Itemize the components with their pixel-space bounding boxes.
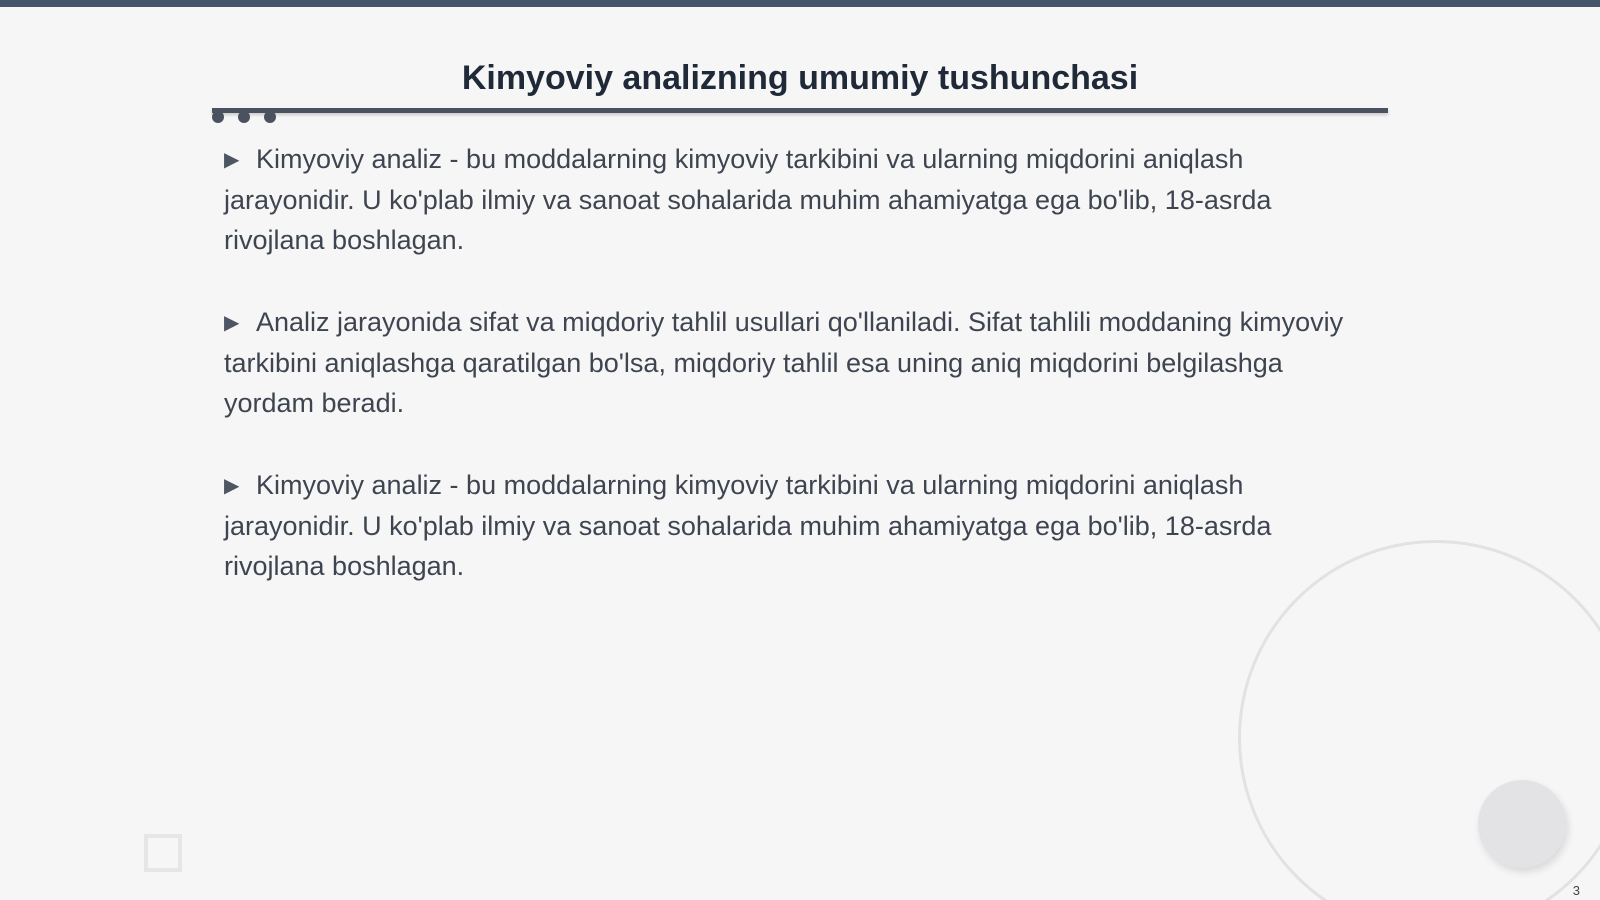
- bullet-item-3: [224, 465, 1374, 586]
- triangle-bullet-icon: ▶: [224, 475, 240, 497]
- bullet-list: [224, 139, 1374, 628]
- bullet-item-1: [224, 139, 1374, 260]
- page-number: 3: [1572, 883, 1580, 898]
- decorative-square: [144, 834, 182, 872]
- slide-title: Kimyoviy analizning umumiy tushunchasi: [461, 59, 1139, 97]
- underline-dot-1: [212, 111, 224, 123]
- bullet-text-1: Kimyoviy analiz - bu moddalarning kimyoviy tarkibini va ularning miqdorini aniqlash jarayonidir. U ko'plab ilmiy va sanoat sohalarida muhim ahamiyatga ega bo'lib, 18-asrda rivojlana boshlagan.: [224, 144, 1272, 255]
- underline-dot-2: [238, 111, 250, 123]
- title-underline: [212, 108, 1388, 113]
- bullet-text-3: Kimyoviy analiz - bu moddalarning kimyoviy tarkibini va ularning miqdorini aniqlash jarayonidir. U ko'plab ilmiy va sanoat sohalarida muhim ahamiyatga ega bo'lib, 18-asrda rivojlana boshlagan.: [224, 470, 1272, 581]
- underline-dot-3: [264, 111, 276, 123]
- triangle-bullet-icon: ▶: [224, 149, 240, 171]
- bullet-text-2: Analiz jarayonida sifat va miqdoriy tahlil usullari qo'llaniladi. Sifat tahlili moddaning kimyoviy tarkibini aniqlashga qaratilgan bo'lsa, miqdoriy tahlil esa uning aniq miqdorini belgilashga yordam beradi.: [224, 307, 1344, 418]
- bullet-item-2: [224, 302, 1374, 423]
- triangle-bullet-icon: ▶: [224, 312, 240, 334]
- decorative-circle: [1478, 780, 1566, 868]
- top-accent-bar: [0, 0, 1600, 7]
